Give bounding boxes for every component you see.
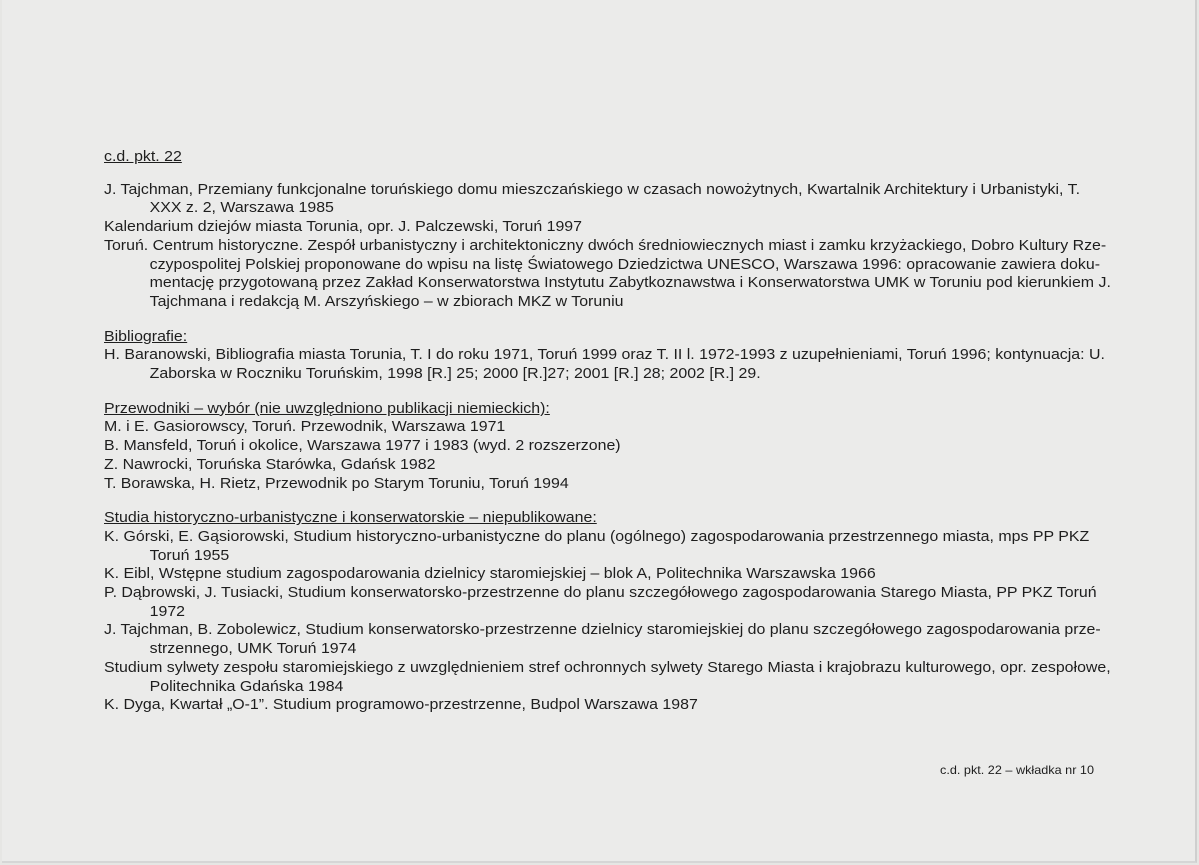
entry-line: Tajchmana i redakcją M. Arszyńskiego – w zbiorach MKZ w Toruniu — [149, 292, 624, 310]
entry-line: M. i E. Gasiorowscy, Toruń. Przewodnik, Warszawa 1971 — [104, 418, 506, 436]
entry-line: J. Tajchman, Przemiany funkcjonalne toruńskiego domu mieszczańskiego w czasach nowożytnych, Kwartalnik Architektury i Urbanistyki, T. — [104, 180, 1080, 198]
entry-line: Toruń 1955 — [149, 546, 230, 564]
entry-line: B. Mansfeld, Toruń i okolice, Warszawa 1977 i 1983 (wyd. 2 rozszerzone) — [104, 437, 621, 455]
section — [104, 509, 1111, 715]
entry-line: Zaborska w Roczniku Toruńskim, 1998 [R.] 25; 2000 [R.]27; 2001 [R.] 28; 2002 [R.] 29. — [149, 365, 761, 383]
section-heading: Bibliografie: — [104, 327, 188, 345]
bibliography-entry — [104, 584, 1111, 621]
entry-line: Kalendarium dziejów miasta Torunia, opr. J. Palczewski, Toruń 1997 — [104, 218, 583, 236]
bibliography-entry — [104, 346, 1111, 383]
bibliography-entry — [104, 181, 1111, 218]
bibliography-entry — [104, 565, 1111, 584]
entry-line: strzennego, UMK Toruń 1974 — [149, 640, 357, 658]
entry-line: Studium sylwety zespołu staromiejskiego z uwzględnieniem stref ochronnych sylwety Starego Miasta i krajobrazu kulturowego, opr. zespołowe, — [104, 658, 1111, 676]
document-body — [104, 148, 1111, 715]
section — [104, 328, 1111, 384]
bibliography-entry — [104, 456, 1111, 475]
entry-line: K. Dyga, Kwartał „O-1”. Studium programowo-przestrzenne, Budpol Warszawa 1987 — [104, 696, 698, 714]
section-heading: Przewodniki – wybór (nie uwzględniono publikacji niemieckich): — [104, 399, 550, 417]
bibliography-entry — [104, 218, 1111, 237]
entry-line: XXX z. 2, Warszawa 1985 — [149, 199, 334, 217]
bibliography-entry — [104, 621, 1111, 658]
section — [104, 400, 1111, 494]
entry-line: K. Eibl, Wstępne studium zagospodarowania dzielnicy staromiejskiej – blok A, Politechnika Warszawska 1966 — [104, 565, 876, 583]
page-footer: c.d. pkt. 22 – wkładka nr 10 — [940, 763, 1094, 777]
bibliography-entry — [104, 237, 1111, 312]
bibliography-entry — [104, 528, 1111, 565]
entry-line: T. Borawska, H. Rietz, Przewodnik po Starym Toruniu, Toruń 1994 — [104, 474, 569, 492]
entry-line: J. Tajchman, B. Zobolewicz, Studium konserwatorsko-przestrzenne dzielnicy staromiejskiej do planu szczegółowego zagospodarowania prze- — [104, 621, 1101, 639]
entry-line: H. Baranowski, Bibliografia miasta Torunia, T. I do roku 1971, Toruń 1999 oraz T. II l. 1972-1993 z uzupełnieniami, Toruń 1996; kontynuacja: U. — [104, 346, 1105, 364]
entry-line: P. Dąbrowski, J. Tusiacki, Studium konserwatorsko-przestrzenne do planu szczegółowego zagospodarowania Starego Miasta, PP PKZ Toruń — [104, 584, 1097, 602]
entry-line: K. Górski, E. Gąsiorowski, Studium historyczno-urbanistyczne do planu (ogólnego) zagospodarowania przestrzennego miasta, mps PP PKZ — [104, 527, 1090, 545]
reference-sections — [104, 312, 1111, 715]
continuation-header: c.d. pkt. 22 — [104, 148, 182, 165]
general-references — [104, 181, 1111, 312]
entry-line: Z. Nawrocki, Toruńska Starówka, Gdańsk 1982 — [104, 455, 436, 473]
entry-line: Politechnika Gdańska 1984 — [149, 677, 344, 695]
entry-line: Toruń. Centrum historyczne. Zespół urbanistyczny i architektoniczny dwóch średniowiecznych miast i zamku krzyżackiego, Dobro Kultury Rze- — [104, 236, 1107, 254]
entry-line: 1972 — [149, 602, 186, 620]
entry-line: mentację przygotowaną przez Zakład Konserwatorstwa Instytutu Zabytkoznawstwa i Konserwatorstwa UMK w Toruniu pod kierunkiem J. — [149, 274, 1111, 292]
section-heading: Studia historyczno-urbanistyczne i konserwatorskie – niepublikowane: — [104, 509, 597, 527]
bibliography-entry — [104, 696, 1111, 715]
bibliography-entry — [104, 418, 1111, 437]
bibliography-entry — [104, 475, 1111, 494]
bibliography-entry — [104, 659, 1111, 696]
bibliography-entry — [104, 437, 1111, 456]
entry-line: czypospolitej Polskiej proponowane do wpisu na listę Światowego Dziedzictwa UNESCO, Warszawa 1996: opracowanie zawiera doku- — [149, 255, 1101, 273]
